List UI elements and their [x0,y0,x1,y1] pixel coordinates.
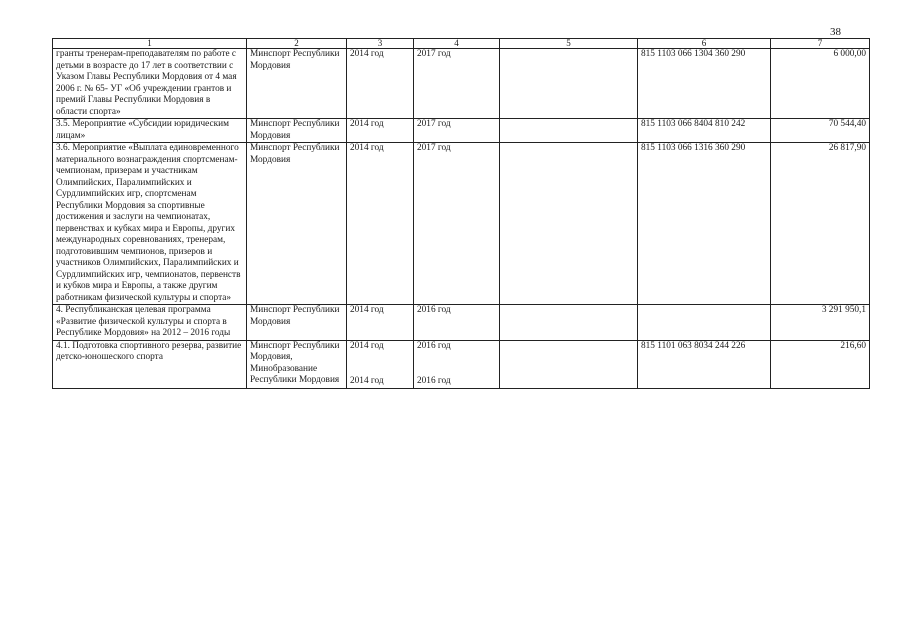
table-row [53,340,870,388]
row-end-year: 2016 год [414,305,500,341]
table-row [53,119,870,143]
row-budget-code [638,305,771,341]
table-row [53,143,870,305]
row-budget-code: 815 1101 063 8034 244 226 [638,340,771,388]
header-col-3: 3 [347,39,414,49]
row-amount: 26 817,90 [771,143,870,305]
header-col-1: 1 [53,39,247,49]
row-description: гранты тренерам-преподавателям по работе с детьми в возрасте до 17 лет в соответствии с Указом Главы Республики Мордовия от 4 мая 2006 г. № 65- УГ «Об учреждении грантов и премий Главы Республики Мордовия в области спорта» [53,49,247,119]
row-col5 [500,143,638,305]
row-budget-code: 815 1103 066 8404 810 242 [638,119,771,143]
row-end-year: 2017 год [414,119,500,143]
row-col5 [500,340,638,388]
row-start-year [347,340,414,388]
header-col-7: 7 [771,39,870,49]
header-col-2: 2 [247,39,347,49]
header-col-5: 5 [500,39,638,49]
row-start-year: 2014 год [347,49,414,119]
row-budget-code: 815 1103 066 1304 360 290 [638,49,771,119]
row-description: 3.5. Мероприятие «Субсидии юридическим лицам» [53,119,247,143]
header-row [53,39,870,49]
row-end-year: 2017 год [414,143,500,305]
table-row [53,305,870,341]
row-executor: Минспорт Республики Мордовия [247,305,347,341]
row-description: 4. Республиканская целевая программа «Развитие физической культуры и спорта в Республике Мордовия» на 2012 – 2016 годы [53,305,247,341]
row-amount: 216,60 [771,340,870,388]
end-year-1: 2016 год [417,340,451,351]
row-executor: Минспорт Республики Мордовия [247,119,347,143]
start-year-2: 2014 год [350,376,384,386]
header-col-6: 6 [638,39,771,49]
row-amount: 6 000,00 [771,49,870,119]
row-col5 [500,305,638,341]
row-budget-code: 815 1103 066 1316 360 290 [638,143,771,305]
row-amount: 3 291 950,1 [771,305,870,341]
row-description: 4.1. Подготовка спортивного резерва, развитие детско-юношеского спорта [53,340,247,388]
budget-table [52,38,870,389]
row-executor: Минспорт Республики Мордовия [247,49,347,119]
table-row [53,49,870,119]
header-col-4: 4 [414,39,500,49]
row-start-year: 2014 год [347,119,414,143]
row-description: 3.6. Мероприятие «Выплата единовременного материального вознаграждения спортсменам-чемпионам, призерам и участникам Олимпийских, Паралимпийских и Сурдлимпийских игр, спортсменам Республики Мордовия за спортивные достижения и заслуги на чемпионатах, первенствах и кубках мира и Европы, других международных соревнованиях, тренерам, подготовившим чемпионов, призеров и участников Олимпийских, Паралимпийских и Сурдлимпийских игр, чемпионатов, первенств и кубков мира и Европы, а также другим работникам физической культуры и спорта» [53,143,247,305]
row-start-year: 2014 год [347,305,414,341]
row-executor: Минспорт Республики Мордовия, Минобразование Республики Мордовия [247,340,347,388]
row-col5 [500,119,638,143]
row-executor: Минспорт Республики Мордовия [247,143,347,305]
row-end-year [414,340,500,388]
row-start-year: 2014 год [347,143,414,305]
end-year-2: 2016 год [417,376,451,386]
start-year-1: 2014 год [350,340,384,351]
page-number: 38 [830,26,841,38]
row-end-year: 2017 год [414,49,500,119]
row-amount: 70 544,40 [771,119,870,143]
row-col5 [500,49,638,119]
